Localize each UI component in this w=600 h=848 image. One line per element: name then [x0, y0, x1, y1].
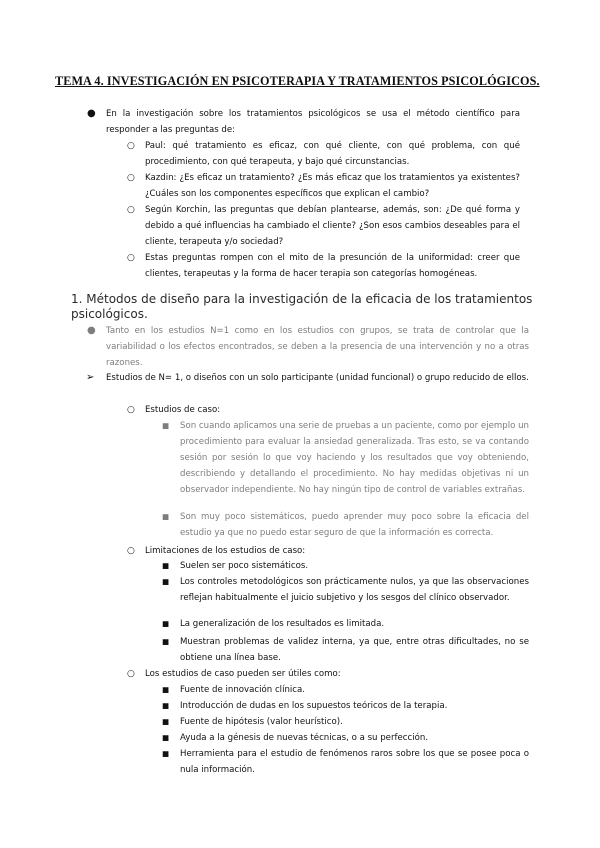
intro-item-uniformity: Estas preguntas rompen con el mito de la presunción de la uniformidad: creer que clientes, terapeutas y la forma de hacer terapia son categorías homogéneas. [145, 253, 520, 279]
bullet-square: ■ [162, 733, 170, 742]
useful-item: Herramienta para el estudio de fenómenos raros sobre los que se posee poca o nula información. [180, 749, 529, 775]
grey-bullet-text: Tanto en los estudios N=1 como en los estudios con grupos, se trata de controlar que la variabilidad o los efectos encontrados, se deben a la presencia de una intervención y no a otras razones. [106, 326, 529, 368]
bullet-square: ■ [162, 577, 170, 586]
bullet-square: ■ [162, 717, 170, 726]
useful-item: Introducción de dudas en los supuestos teóricos de la terapia. [180, 701, 448, 711]
arrow-item-text: Estudios de N= 1, o diseños con un solo participante (unidad funcional) o grupo reducido de ellos. [106, 373, 529, 383]
bullet-square: ■ [162, 685, 170, 694]
useful-item: Ayuda a la génesis de nuevas técnicas, o a su perfección. [180, 733, 429, 743]
bullet-circle: ○ [127, 546, 135, 556]
bullet-square: ■ [162, 701, 170, 710]
bullet-square: ■ [162, 619, 170, 628]
intro-item-paul: Paul: qué tratamiento es eficaz, con qué cliente, con qué problema, con qué procedimiento, con qué terapeuta, y bajo qué circunstancias. [145, 141, 520, 167]
useful-item: Fuente de innovación clínica. [180, 685, 306, 695]
limitations-label: Limitaciones de los estudios de caso: [145, 546, 306, 556]
useful-item: Fuente de hipótesis (valor heurístico). [180, 717, 343, 727]
limitation-item: Los controles metodológicos son prácticamente nulos, ya que las observaciones reflejan habitualmente el juicio subjetivo y los sesgos del clínico observador. [180, 577, 529, 603]
bullet-circle: ○ [127, 405, 135, 415]
bullet-circle: ○ [127, 669, 135, 679]
page-title: TEMA 4. INVESTIGACIÓN EN PSICOTERAPIA Y TRATAMIENTOS PSICOLÓGICOS. [55, 74, 540, 88]
bullet-circle: ○ [127, 205, 135, 215]
bullet-square: ■ [162, 561, 170, 570]
limitation-item: La generalización de los resultados es limitada. [180, 619, 385, 629]
useful-label: Los estudios de caso pueden ser útiles como: [145, 669, 341, 679]
case-study-item: Son cuando aplicamos una serie de pruebas a un paciente, como por ejemplo un procedimiento para evaluar la ansiedad generalizada. Tras esto, se va contando sesión por sesión lo que voy haciendo y los resultados que voy obteniendo, describiendo y detallando el procedimiento. No hay medidas objetivas ni un observador independiente. No hay ningún tipo de control de variables extrañas. [180, 421, 529, 495]
intro-text: En la investigación sobre los tratamientos psicológicos se usa el método científico para responder a las preguntas de: [106, 109, 520, 135]
bullet-circle: ○ [127, 173, 135, 183]
limitation-item: Muestran problemas de validez interna, ya que, entre otras dificultades, no se obtiene una línea base. [180, 637, 529, 663]
bullet-dot-grey: ● [87, 325, 96, 336]
limitation-item: Suelen ser poco sistemáticos. [180, 561, 309, 571]
bullet-dot: ● [87, 108, 96, 119]
bullet-circle: ○ [127, 253, 135, 263]
intro-item-korchin: Según Korchin, las preguntas que debían plantearse, además, son: ¿De qué forma y debido a qué influencias ha cambiado el cliente? ¿Son esos cambios deseables para el cliente, terapeuta y/o sociedad? [145, 205, 520, 247]
bullet-circle: ○ [127, 141, 135, 151]
bullet-square-grey: ■ [162, 421, 170, 430]
arrow-bullet: ➢ [86, 372, 95, 383]
case-study-item: Son muy poco sistemáticos, puedo aprender muy poco sobre la eficacia del estudio ya que no puedo estar seguro de que la información es correcta. [180, 512, 529, 538]
case-studies-label: Estudios de caso: [145, 405, 221, 415]
section-heading: 1. Métodos de diseño para la investigación de la eficacia de los tratamientos psicológicos. [71, 292, 533, 321]
bullet-square-grey: ■ [162, 512, 170, 521]
bullet-square: ■ [162, 637, 170, 646]
bullet-square: ■ [162, 749, 170, 758]
intro-item-kazdin: Kazdin: ¿Es eficaz un tratamiento? ¿Es más eficaz que los tratamientos ya existentes? ¿Cuáles son los componentes específicos que explican el cambio? [145, 173, 520, 199]
